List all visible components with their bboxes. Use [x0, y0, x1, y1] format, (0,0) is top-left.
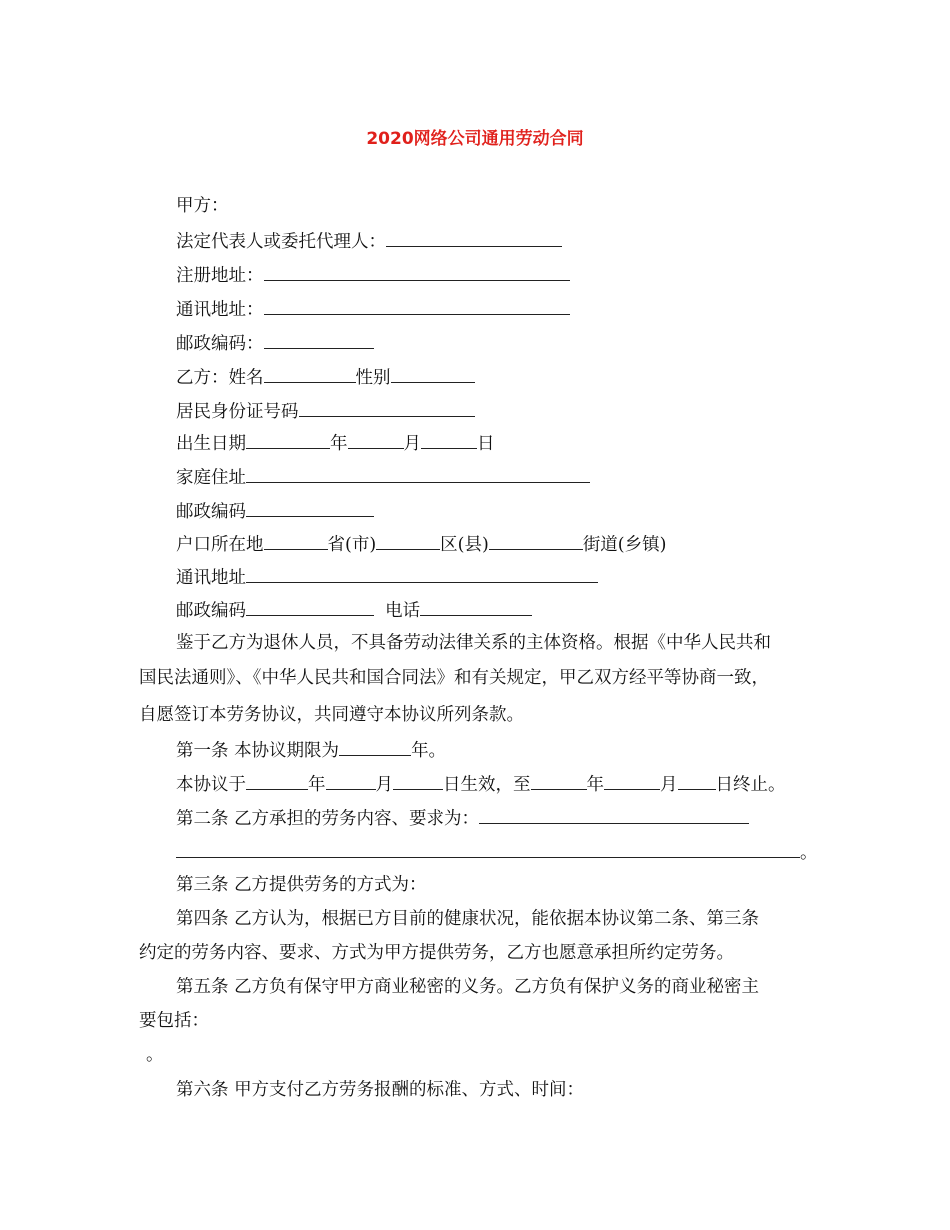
art1-eff-a: 本协议于	[176, 775, 246, 795]
postcode-a-label: 邮政编码：	[176, 334, 264, 354]
phone-blank	[420, 597, 532, 616]
eff-month-blank	[326, 771, 376, 790]
art2-text: 第二条 乙方承担的劳务内容、要求为：	[176, 809, 480, 829]
art1-end-year: 年	[586, 775, 604, 795]
end-month-blank	[604, 771, 660, 790]
home-line	[176, 464, 590, 490]
postcode-a-line	[176, 330, 374, 356]
art5-line-2: 要包括：	[139, 1011, 209, 1031]
dob-label: 出生日期	[176, 434, 246, 454]
dob-month-blank	[348, 430, 404, 449]
hukou-label: 户口所在地	[176, 535, 264, 555]
art2-line-2	[176, 839, 818, 865]
end-year-blank	[531, 771, 587, 790]
postcode2-label: 邮政编码	[176, 601, 246, 621]
document-title: 2020网络公司通用劳动合同	[366, 129, 584, 149]
art1-end-month: 月	[660, 775, 678, 795]
art1-text-a: 第一条 本协议期限为	[176, 741, 340, 761]
comm-addr-line	[176, 296, 570, 322]
art5-end: 。	[146, 1045, 164, 1065]
art1-text-b: 年。	[411, 741, 447, 761]
phone-label: 电话	[385, 601, 421, 621]
art1-term-line	[176, 737, 446, 763]
art2-line	[176, 805, 749, 831]
district-blank	[376, 531, 440, 550]
art2-blank-1	[479, 805, 749, 824]
reg-addr-blank	[264, 262, 570, 281]
art5-line-1: 第五条 乙方负有保守甲方商业秘密的义务。乙方负有保护义务的商业秘密主	[176, 977, 760, 997]
art6-line: 第六条 甲方支付乙方劳务报酬的标准、方式、时间：	[176, 1080, 585, 1100]
postcode-b-line	[176, 498, 374, 524]
art1-eff-month: 月	[375, 775, 393, 795]
art2-blank-2	[176, 839, 800, 858]
art1-eff-day: 日生效，至	[443, 775, 531, 795]
dob-year: 年	[330, 434, 348, 454]
art2-end: 。	[800, 843, 818, 863]
eff-day-blank	[393, 771, 443, 790]
party-a-line	[176, 194, 229, 218]
rep-label: 法定代表人或委托代理人：	[176, 232, 386, 252]
postcode-a-blank	[264, 330, 374, 349]
name-blank	[264, 364, 356, 383]
dob-month: 月	[403, 434, 421, 454]
preamble-line-1: 鉴于乙方为退休人员，不具备劳动法律关系的主体资格。根据《中华人民共和	[176, 633, 771, 653]
dob-line	[176, 430, 495, 456]
dob-year-blank	[246, 430, 330, 449]
postcode2-blank	[246, 597, 374, 616]
postcode-b-label: 邮政编码	[176, 502, 246, 522]
id-line	[176, 398, 475, 424]
art1-term-blank	[339, 737, 411, 756]
comm-b-blank	[246, 564, 598, 583]
preamble-line-3: 自愿签订本劳务协议，共同遵守本协议所列条款。	[139, 705, 524, 725]
eff-year-blank	[246, 771, 308, 790]
reg-addr-line	[176, 262, 570, 288]
comm-b-label: 通讯地址	[176, 568, 246, 588]
art3-line: 第三条 乙方提供劳务的方式为：	[176, 875, 427, 895]
rep-blank	[386, 228, 562, 247]
postcode-b-blank	[246, 498, 374, 517]
art1-end-day: 日终止。	[715, 775, 786, 795]
art4-line-2: 约定的劳务内容、要求、方式为甲方提供劳务，乙方也愿意承担所约定劳务。	[139, 943, 734, 963]
home-label: 家庭住址	[176, 468, 246, 488]
dob-day: 日	[477, 434, 495, 454]
comm-b-line	[176, 564, 598, 590]
id-blank	[299, 398, 475, 417]
party-a-label: 甲方：	[176, 196, 229, 216]
province-blank	[264, 531, 328, 550]
postcode-phone-line	[176, 597, 532, 623]
preamble-line-2: 国民法通则》、《中华人民共和国合同法》和有关规定，甲乙双方经平等协商一致，	[139, 668, 769, 688]
id-label: 居民身份证号码	[176, 402, 299, 422]
province-label: 省(市)	[327, 535, 377, 555]
street-blank	[489, 531, 583, 550]
end-day-blank	[678, 771, 716, 790]
rep-line	[176, 228, 562, 254]
gender-blank	[391, 364, 475, 383]
art1-effective-line	[176, 771, 786, 797]
comm-addr-blank	[264, 296, 570, 315]
home-blank	[246, 464, 590, 483]
district-label: 区(县)	[440, 535, 489, 555]
gender-label: 性别	[355, 368, 391, 388]
hukou-line	[176, 531, 666, 557]
dob-day-blank	[421, 430, 477, 449]
party-b-label: 乙方：姓名	[176, 368, 264, 388]
comm-addr-label: 通讯地址：	[176, 300, 264, 320]
party-b-line	[176, 364, 475, 390]
reg-addr-label: 注册地址：	[176, 266, 264, 286]
art1-eff-year: 年	[308, 775, 326, 795]
art4-line-1: 第四条 乙方认为，根据已方目前的健康状况，能依据本协议第二条、第三条	[176, 909, 760, 929]
street-label: 街道(乡镇)	[582, 535, 667, 555]
